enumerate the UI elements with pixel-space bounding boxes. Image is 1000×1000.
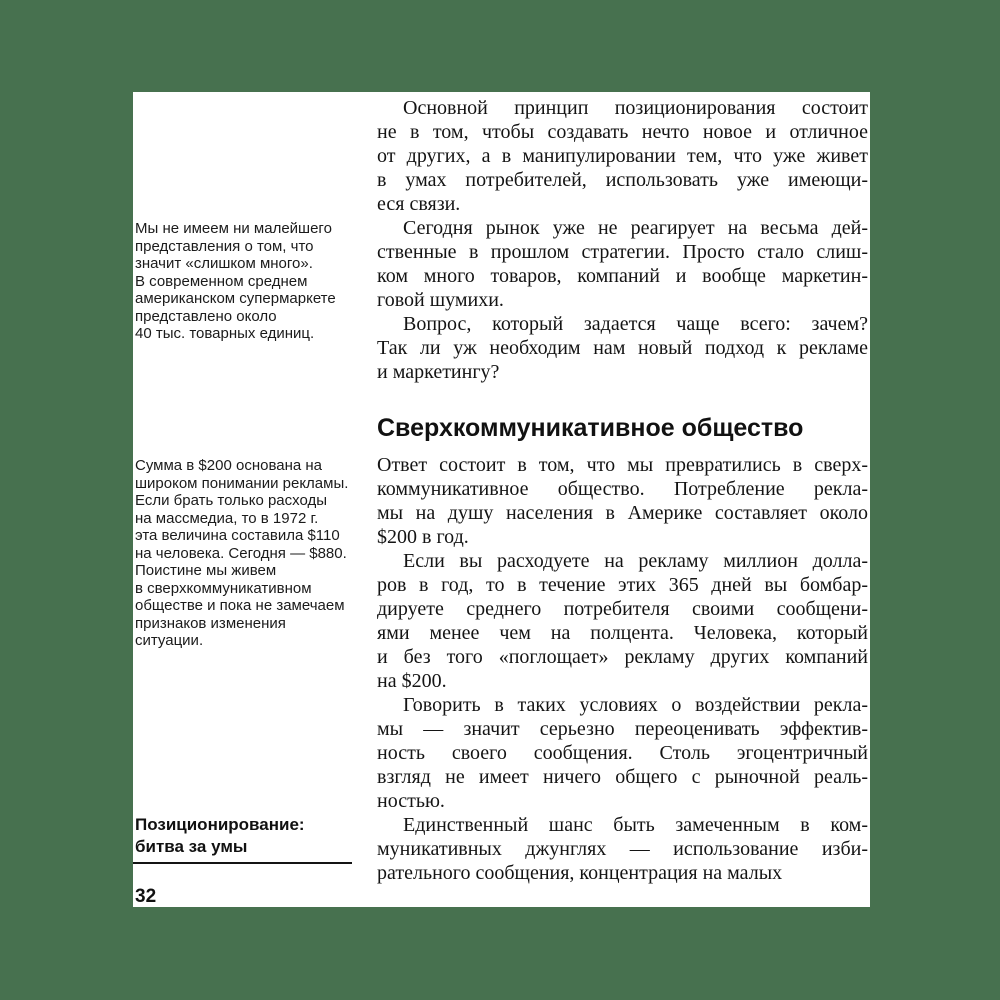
margin-note-line: широком понимании рекламы. <box>135 474 349 492</box>
margin-note-line: признаков изменения <box>135 614 286 632</box>
body-line: говой шумихи. <box>377 289 504 311</box>
body-line: Ответ состоит в том, что мы превратились в сверх- <box>377 454 868 476</box>
body-line: ком много товаров, компаний и вообще маркетин- <box>377 265 868 287</box>
body-line: дируете среднего потребителя своими сообщени- <box>377 598 868 620</box>
body-line: Основной принцип позиционирования состоит <box>403 97 868 119</box>
paragraph <box>377 216 868 312</box>
section-heading: Сверхкоммуникативное общество <box>377 414 804 442</box>
margin-note <box>135 457 373 650</box>
body-line: еся связи. <box>377 193 461 215</box>
margin-note-line: Если брать только расходы <box>135 492 328 509</box>
body-line: Если вы расходуете на рекламу миллион долла- <box>403 550 868 572</box>
margin-note-line: американском супермаркете <box>135 290 336 307</box>
margin-note-line: на человека. Сегодня — $880. <box>135 544 347 562</box>
body-line: на $200. <box>377 670 447 692</box>
body-column <box>377 96 868 885</box>
body-line: ностью. <box>377 790 445 812</box>
body-line: и маркетингу? <box>377 361 500 383</box>
body-line: рательного сообщения, концентрация на малых <box>377 862 783 884</box>
margin-note-line: 40 тыс. товарных единиц. <box>135 325 315 342</box>
margin-note-line: Сумма в $200 основана на <box>135 457 323 474</box>
body-line: Сегодня рынок уже не реагирует на весьма дей- <box>403 217 868 239</box>
paragraph <box>377 453 868 549</box>
paragraph <box>377 813 868 885</box>
margin-note <box>135 220 373 343</box>
margin-note-line: представлено около <box>135 307 277 325</box>
margin-note-line: обществе и пока не замечаем <box>135 597 345 614</box>
body-line: в умах потребителей, использовать уже имеющи- <box>377 169 868 191</box>
body-line: мы — значит серьезно переоценивать эффектив- <box>377 718 868 740</box>
margin-note-line: на массмедиа, то в 1972 г. <box>135 509 319 527</box>
margin-note-line: В современном среднем <box>135 272 308 290</box>
book-page <box>133 92 870 907</box>
body-line: мы на душу населения в Америке составляет около <box>377 502 868 524</box>
footer-rule <box>133 862 352 864</box>
body-line: Так ли уж необходим нам новый подход к рекламе <box>377 337 868 359</box>
paragraph <box>377 96 868 216</box>
margin-note-line: эта величина составила $110 <box>135 527 340 544</box>
body-line: и без того «поглощает» рекламу других компаний <box>377 646 868 668</box>
margin-note-line: Поистине мы живем <box>135 562 277 579</box>
body-line: $200 в год. <box>377 526 469 548</box>
footer-title-line: Позиционирование: <box>135 815 305 834</box>
body-line: ственные в прошлом стратегии. Просто стало слиш- <box>377 241 868 263</box>
margin-note-line: представления о том, что <box>135 237 314 255</box>
paragraph <box>377 312 868 384</box>
margin-note-line: значит «слишком много». <box>135 255 313 272</box>
margin-note-line: ситуации. <box>135 632 204 649</box>
paragraph <box>377 549 868 693</box>
body-line: Единственный шанс быть замеченным в ком- <box>403 814 868 836</box>
body-line: коммуникативное общество. Потребление рекла- <box>377 478 868 500</box>
body-line: не в том, чтобы создавать нечто новое и отличное <box>377 121 868 143</box>
body-line: взгляд не имеет ничего общего с рыночной реаль- <box>377 766 868 788</box>
running-footer <box>133 814 352 864</box>
body-line: от других, а в манипулировании тем, что уже живет <box>377 145 868 167</box>
body-line: муникативных джунглях — использование изби- <box>377 838 868 860</box>
body-line: ров в год, то в течение этих 365 дней вы бомбар- <box>377 574 868 596</box>
footer-title-line: битва за умы <box>135 837 248 856</box>
body-line: ями менее чем на полцента. Человека, который <box>377 622 868 644</box>
body-line: ность своего сообщения. Столь эгоцентричный <box>377 742 868 764</box>
margin-note-line: Мы не имеем ни малейшего <box>135 220 332 237</box>
margin-note-line: в сверхкоммуникативном <box>135 579 312 597</box>
page-number: 32 <box>135 886 157 907</box>
paragraph <box>377 693 868 813</box>
body-line: Вопрос, который задается чаще всего: зачем? <box>403 313 868 335</box>
body-line: Говорить в таких условиях о воздействии рекла- <box>403 694 868 716</box>
